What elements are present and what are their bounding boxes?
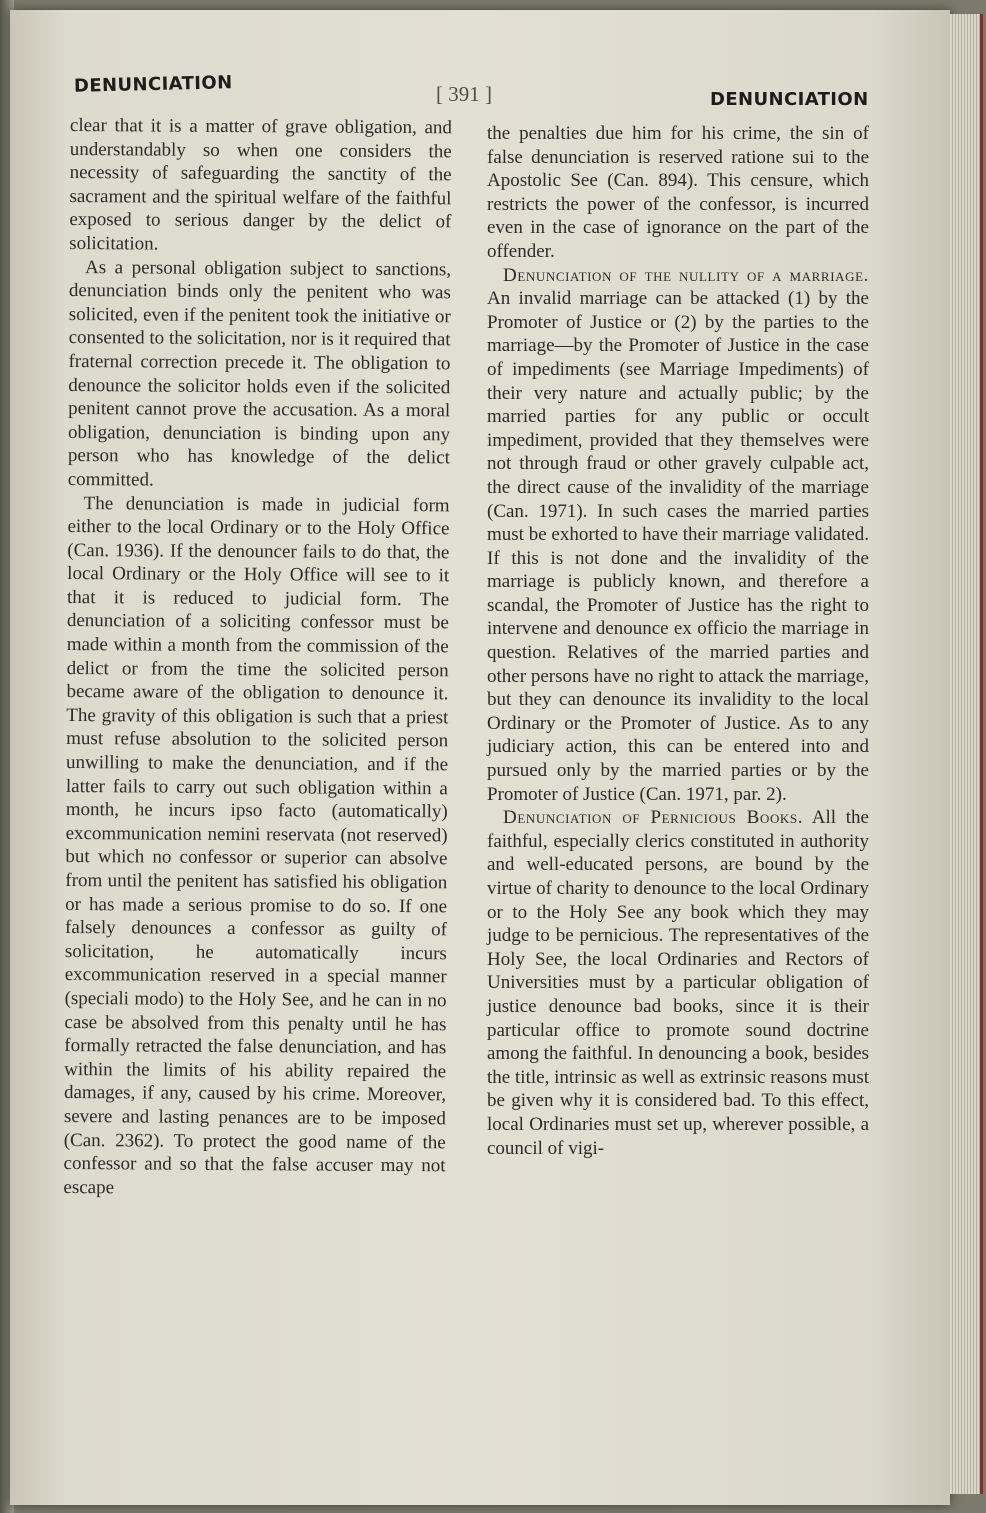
right-paragraph-1: the penalties due him for his crime, the sin of false denunciation is reserved ratione sui to the Apostolic See (Can. 894). This censure, which restricts the power of the confessor, is incurred even in the case of ignorance on the part of the offender. xyxy=(487,123,869,262)
right-paragraph-2 xyxy=(487,264,869,807)
section-heading-nullity: Denunciation of the nullity of a marriage. xyxy=(503,264,869,286)
right-running-head: DENUNCIATION xyxy=(710,89,869,110)
right-paragraph-3 xyxy=(487,806,869,1160)
section-body-nullity: An invalid marriage can be attacked (1) by the Promoter of Justice or (2) by the parties to the marriage—by the Promoter of Justice in the case of impediments (see Marriage Impediments) of their very nature and actually public; by the married parties for any public or occult impediment, provided that they themselves were not through fraud or other gravely culpable act, the direct cause of the invalidity of the marriage (Can. 1971). In such cases the married parties must be exhorted to have their marriage validated. If this is not done and the invalidity of the marriage is publicly known, and therefore a scandal, the Promoter of Justice has the right to intervene and denounce ex officio the marriage in question. Relatives of the married parties and other persons have no right to attack the marriage, but they can denounce its invalidity to the local Ordinary or the Promoter of Justice. As to any judiciary action, this can be entered into and pursued only by the married parties or by the Promoter of Justice (Can. 1971, par. 2). xyxy=(487,288,869,805)
section-heading-pernicious-books: Denunciation of Pernicious Books. xyxy=(503,807,804,829)
page-edges xyxy=(950,14,983,1494)
left-paragraph-2: As a personal obligation subject to sanctions, denunciation binds only the penitent who was solicited, even if the penitent took the initiative or consented to the solicitation, nor is it required that fraternal correction precede it. The obligation to denounce the solicitor holds even if the solicited penitent cannot prove the accusation. As a moral obligation, denunciation is binding upon any person who has knowledge of the delict committed. xyxy=(67,256,452,491)
page-number: [ 391 ] xyxy=(436,82,492,106)
right-column xyxy=(487,122,869,1160)
left-paragraph-3: The denunciation is made in judicial form either to the local Ordinary or to the Holy Office (Can. 1936). If the denouncer fails to do that, the local Ordinary or the Holy Office will see to it that it is reduced to judicial form. The denunciation of a soliciting confessor must be made within a month from the commission of the delict or from the time the solicited person became aware of the obligation to denounce it. The gravity of this obligation is such that a priest must refuse absolution to the solicited person unwilling to make the denunciation, and if the latter fails to carry out such obligation within a month, he incurs ipso facto (automatically) excommunication nemini reservata (not reserved) but which no confessor or superior can absolve from until the penitent has satisfied his obligation or has made a serious promise to do so. If one falsely denounces a confessor as guilty of solicitation, he automatically incurs excommunication reserved in a special manner (speciali modo) to the Holy See, and he can in no case be absolved from this penalty until he has formally retracted the false denunciation, and has within the limits of his ability repaired the damages, if any, caused by his crime. Moreover, severe and lasting penances are to be imposed (Can. 2362). To protect the good name of the confessor and so that the false accuser may not escape xyxy=(63,492,450,1199)
left-paragraph-1: clear that it is a matter of grave obligation, and understandably so when one considers the necessity of safeguarding the sanctity of the sacrament and the spiritual welfare of the faithful exposed to serious danger by the delict of solicitation. xyxy=(69,114,452,255)
left-running-head: DENUNCIATION xyxy=(73,72,233,97)
left-column xyxy=(63,114,452,1202)
section-body-pernicious-books: All the faithful, especially clerics constituted in authority and well-educated persons, are bound by the virtue of charity to denounce to the local Ordinary or to the Holy See any book which they may judge to be pernicious. The representatives of the Holy See, the local Ordinaries and Rectors of Universities must by a particular obligation of justice denounce bad books, since it is their particular office to promote sound doctrine among the faithful. In denouncing a book, besides the title, intrinsic as well as extrinsic reasons must be given why it is considered bad. To this effect, local Ordinaries must set up, wherever possible, a council of vigi- xyxy=(487,807,869,1159)
